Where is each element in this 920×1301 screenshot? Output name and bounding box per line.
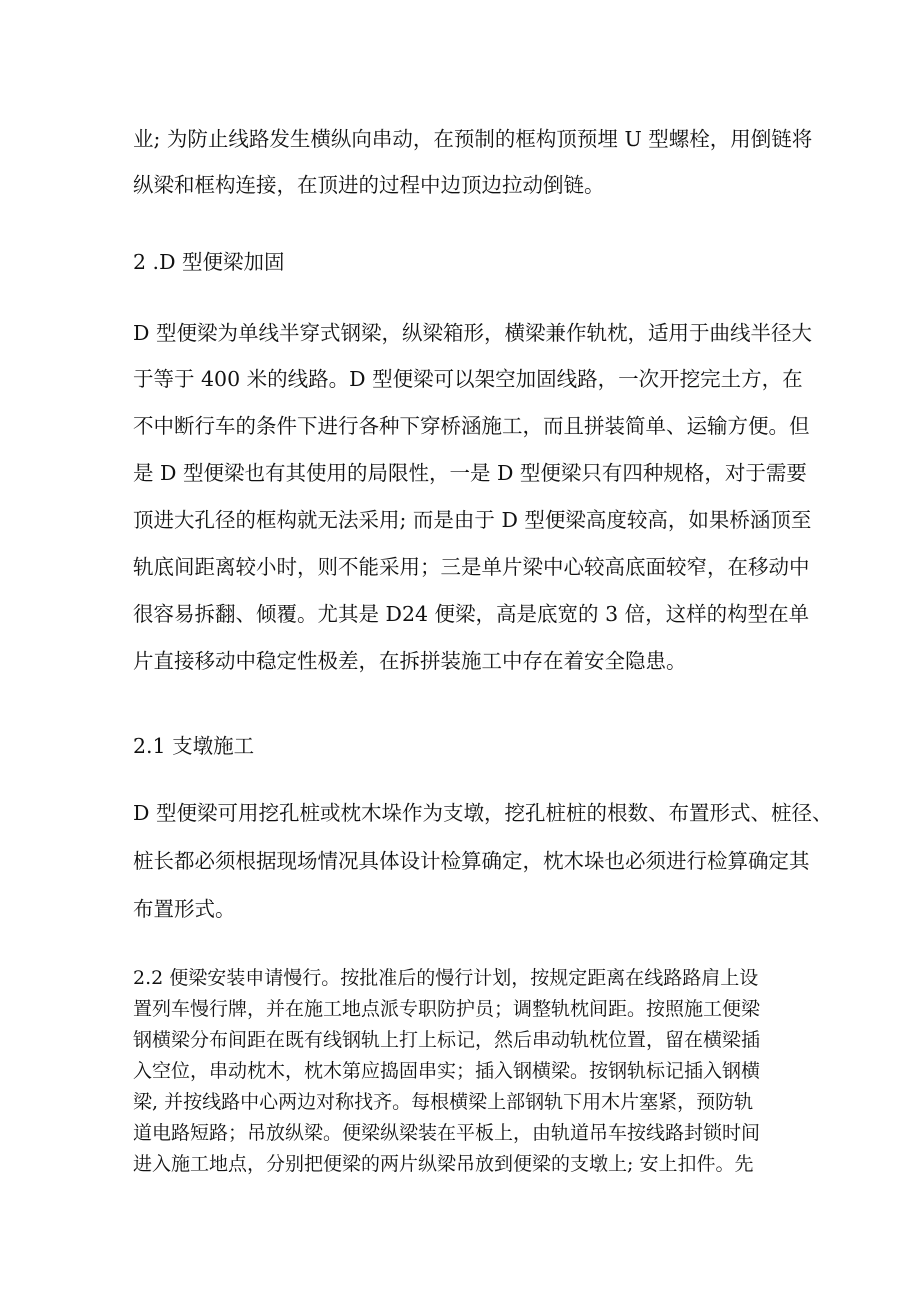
section-heading: 2 .D 型便梁加固 xyxy=(133,250,285,274)
paragraph-line: 很容易拆翻、倾覆。尤其是 D24 便梁，高是底宽的 3 倍，这样的构型在单 xyxy=(133,602,810,626)
paragraph-line: 桩长都必须根据现场情况具体设计检算确定，枕木垛也必须进行检算确定其 xyxy=(133,849,810,873)
paragraph-line: D 型便梁可用挖孔桩或枕木垛作为支墩，挖孔桩桩的根数、布置形式、桩径、 xyxy=(133,801,833,825)
paragraph-line: 道电路短路；吊放纵梁。便梁纵梁装在平板上，由轨道吊车按线路封锁时间 xyxy=(133,1122,761,1144)
paragraph-line: 轨底间距离较小时，则不能采用；三是单片梁中心较高底面较窄，在移动中 xyxy=(133,555,810,579)
paragraph-line: 置列车慢行牌，并在施工地点派专职防护员；调整轨枕间距。按照施工便梁 xyxy=(133,998,761,1020)
paragraph-line: 布置形式。 xyxy=(133,897,236,921)
paragraph-line: 梁, 并按线路中心两边对称找齐。每根横梁上部钢轨下用木片塞紧，预防轨 xyxy=(133,1091,754,1113)
paragraph-line: 2.2 便梁安装申请慢行。按批准后的慢行计划，按规定距离在线路路肩上设 xyxy=(133,967,759,989)
paragraph-line: 入空位，串动枕木，枕木第应捣固串实；插入钢横梁。按钢轨标记插入钢横 xyxy=(133,1060,761,1082)
paragraph-line: 进入施工地点，分别把便梁的两片纵梁吊放到便梁的支墩上; 安上扣件。先 xyxy=(133,1153,754,1175)
paragraph-line: D 型便梁为单线半穿式钢梁，纵梁箱形，横梁兼作轨枕，适用于曲线半径大 xyxy=(133,321,812,345)
paragraph-line: 纵梁和框构连接，在顶进的过程中边顶边拉动倒链。 xyxy=(133,173,605,197)
paragraph-line: 是 D 型便梁也有其使用的局限性，一是 D 型便梁只有四种规格，对于需要 xyxy=(133,461,807,485)
paragraph-line: 钢横梁分布间距在既有线钢轨上打上标记，然后串动轨枕位置，留在横梁插 xyxy=(133,1029,761,1051)
paragraph-line: 顶进大孔径的框构就无法采用; 而是由于 D 型便梁高度较高，如果桥涵顶至 xyxy=(133,508,812,532)
section-heading: 2.1 支墩施工 xyxy=(133,734,255,758)
paragraph-line: 业; 为防止线路发生横纵向串动，在预制的框构顶预埋 U 型螺栓，用倒链将 xyxy=(133,127,813,151)
paragraph-line: 于等于 400 米的线路。D 型便梁可以架空加固线路，一次开挖完土方，在 xyxy=(133,367,803,391)
paragraph-line: 片直接移动中稳定性极差，在拆拼装施工中存在着安全隐患。 xyxy=(133,649,687,673)
paragraph-line: 不中断行车的条件下进行各种下穿桥涵施工，而且拼装简单、运输方便。但 xyxy=(133,414,810,438)
